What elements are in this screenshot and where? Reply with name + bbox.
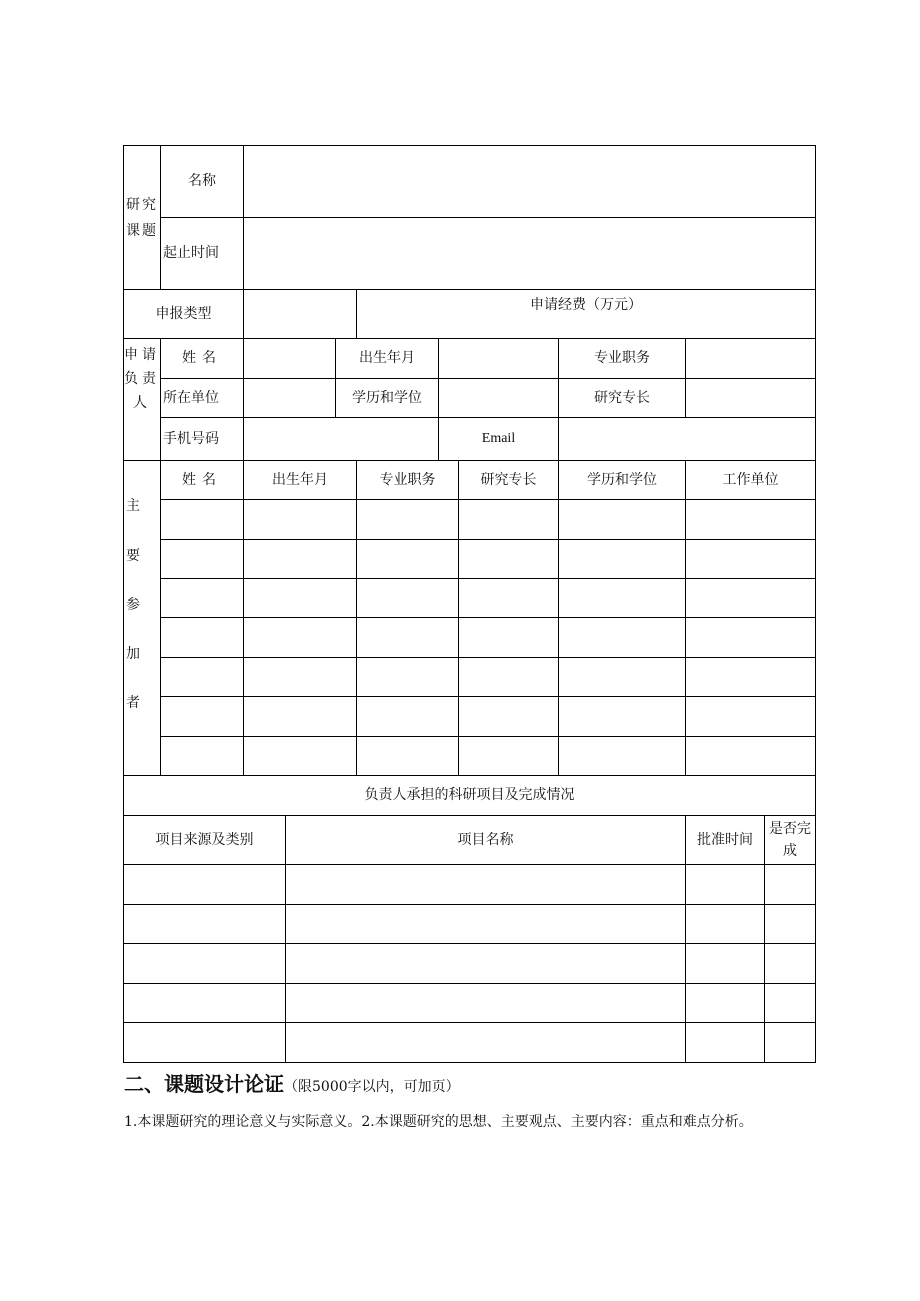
- projects-header-name: 项目名称: [457, 831, 514, 848]
- topic-period-label: 起止时间: [163, 245, 219, 262]
- leader-label: [124, 339, 160, 464]
- topic-period-field[interactable]: [244, 218, 815, 289]
- participants-header-birth: 出生年月: [272, 471, 328, 488]
- participants-label-char: 者: [126, 695, 140, 711]
- leader-unit-label: 所在单位: [163, 389, 219, 406]
- participants-header-degree: 学历和学位: [587, 471, 657, 488]
- topic-label-text: 研究课题: [126, 196, 158, 239]
- leader-title-field[interactable]: [686, 339, 815, 378]
- projects-header-date: 批准时间: [697, 831, 753, 848]
- leader-birth-label: 出生年月: [359, 350, 415, 367]
- leader-phone-field[interactable]: [244, 418, 438, 460]
- projects-header-completed-text: 是否完成: [769, 821, 811, 859]
- leader-degree-field[interactable]: [439, 379, 558, 417]
- leader-degree-label: 学历和学位: [352, 389, 422, 406]
- participants-label-char: 参: [126, 597, 140, 613]
- participants-header-title: 专业职务: [379, 471, 436, 488]
- application-type-field[interactable]: [244, 290, 356, 338]
- leader-unit-field[interactable]: [244, 379, 335, 417]
- participants-label-char: 要: [126, 548, 140, 564]
- participants-header-specialty: 研究专长: [480, 471, 537, 488]
- funding-label: 申请经费（万元）: [530, 297, 642, 313]
- leader-name-label: 姓名: [182, 350, 222, 367]
- leader-birth-field[interactable]: [439, 339, 558, 378]
- projects-title: 负责人承担的科研项目及完成情况: [364, 787, 575, 804]
- section-2-note: （限5000字以内，可加页）: [284, 1079, 460, 1095]
- projects-header-source: 项目来源及类别: [155, 831, 254, 848]
- leader-title-label: 专业职务: [594, 350, 650, 367]
- projects-header-completed: [765, 816, 815, 864]
- leader-specialty-label: 研究专长: [594, 389, 650, 406]
- leader-specialty-field[interactable]: [686, 379, 815, 417]
- topic-name-field[interactable]: [244, 146, 815, 217]
- topic-label: [124, 146, 160, 289]
- leader-email-label: Email: [481, 430, 516, 446]
- leader-name-field[interactable]: [244, 339, 335, 378]
- section-2-title: [124, 1068, 460, 1097]
- topic-name-label: 名称: [188, 173, 216, 190]
- participants-header-unit: 工作单位: [722, 471, 779, 488]
- leader-label-text: 申请负责人: [124, 347, 160, 411]
- application-type-label: 申报类型: [155, 305, 212, 322]
- section-2-instructions: 1.本课题研究的理论意义与实际意义。2.本课题研究的思想、主要观点、主要内容：重点和难点分析。: [124, 1114, 753, 1130]
- participants-label: [124, 461, 160, 775]
- leader-email-field[interactable]: [559, 418, 815, 460]
- section-2-heading: 二、课题设计论证: [124, 1072, 284, 1096]
- leader-phone-label: 手机号码: [163, 430, 219, 447]
- participants-header-name: 姓名: [182, 471, 222, 488]
- participants-label-char: 主: [126, 498, 140, 514]
- participants-label-char: 加: [126, 646, 140, 662]
